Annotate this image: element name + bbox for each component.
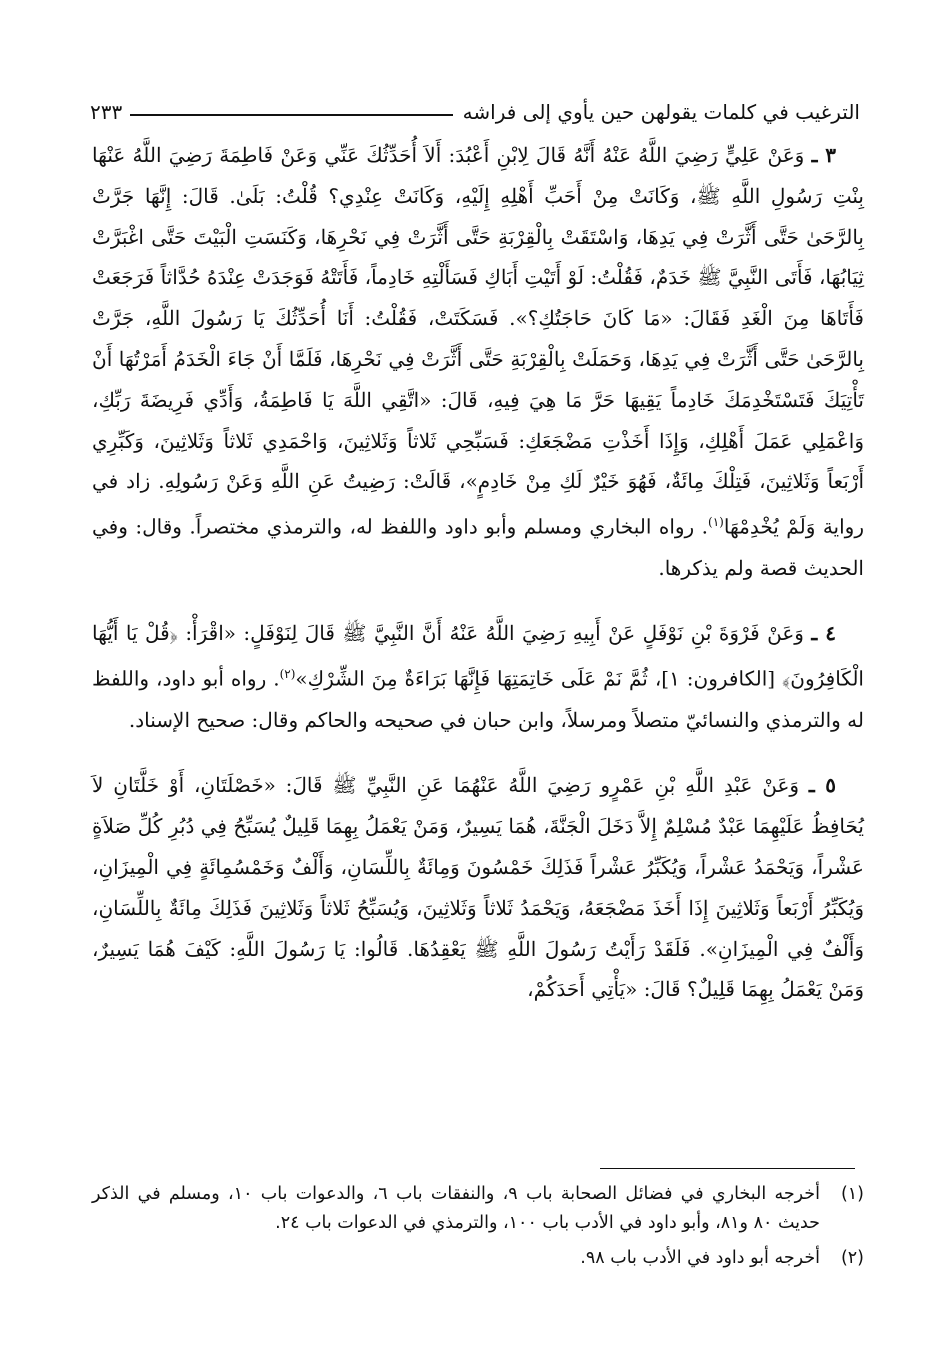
footnote-ref: (٢) — [279, 667, 296, 682]
hadith-number: ٤ ـ — [811, 621, 837, 646]
footnote-ref: (١) — [708, 515, 724, 530]
running-head-title: الترغيب في كلمات يقولهن حين يأوي إلى فراشه — [462, 100, 860, 124]
footnote-number: (٢) — [840, 1248, 864, 1268]
footnote-item — [92, 1180, 864, 1238]
hadith-text: وَعَنْ عَلِيٍّ رَضِيَ اللَّهُ عَنْهُ أَنَّهُ قَالَ لِابْنِ أَعْبُدَ: أَلاَ أُحَدِّثُكَ عَنِّي وَعَنْ فَاطِمَةَ رَضِيَ اللَّهُ عَنْهَا بِنْتِ رَسُولِ اللَّهِ ﷺ، وَكَانَتْ مِنْ أَحَبِّ أَهْلِهِ إِلَيْهِ، وَكَانَتْ عِنْدِي؟ قُلْتُ: بَلَىٰ. قَالَ: إِنَّهَا جَرَّتْ بِالرَّحَىٰ حَتَّى أَثَّرَتْ فِي يَدِهَا، وَاسْتَقَتْ بِالْقِرْبَةِ حَتَّى أَثَّرَتْ فِي نَحْرِهَا، وَكَنَسَتِ الْبَيْتَ حَتَّى اغْبَرَّتْ ثِيَابُهَا، فَأَتَى النَّبِيَّ ﷺ خَدَمٌ، فَقُلْتُ: لَوْ أَتَيْتِ أَبَاكِ فَسَأَلْتِهِ خَادِماً، فَأَتَتْهُ فَوَجَدَتْ عِنْدَهُ حُدَّاثاً فَرَجَعَتْ فَأَتَاهَا مِنَ الْغَدِ فَقَالَ: «مَا كَانَ حَاجَتُكِ؟». فَسَكَتَتْ، فَقُلْتُ: أَنَا أُحَدِّثُكَ يَا رَسُولَ اللَّهِ، جَرَّتْ بِالرَّحَىٰ حَتَّى أَثَّرَتْ فِي يَدِهَا، وَحَمَلَتْ بِالْقِرْبَةِ حَتَّى أَثَّرَتْ فِي نَحْرِهَا، فَلَمَّا أَنْ جَاءَ الْخَدَمُ أَمَرْتُهَا أَنْ تَأْتِيَكَ فَتَسْتَخْدِمَكَ خَادِماً يَقِيهَا حَرَّ مَا هِيَ فِيهِ، قَالَ: «اتَّقِي اللَّهَ يَا فَاطِمَةُ، وَأَدِّي فَرِيضَةَ رَبِّكِ، وَاعْمَلِي عَمَلَ أَهْلِكِ، وَإِذَا أَخَذْتِ مَضْجَعَكِ: فَسَبِّحِي ثَلاثاً وَثَلاثِينَ، وَاحْمَدِي ثَلاثاً وَثَلاثِينَ، وَكَبِّرِي أَرْبَعاً وَثَلاثِينَ، فَتِلْكَ مِائَةٌ، فَهُوَ خَيْرٌ لَكِ مِنْ خَادِمٍ»، قَالَتْ: رَضِيتُ عَنِ اللَّهِ وَعَنْ رَسُولِهِ. زاد في رواية وَلَمْ يُخْدِمْهَا — [92, 143, 864, 539]
footnote-text: أخرجه البخاري في فضائل الصحابة باب ٩، والنفقات باب ٦، والدعوات باب ١٠، ومسلم في الذكر حديث ٨٠ و٨١، وأبو داود في الأدب باب ١٠٠، والترمذي في الدعوات باب ٢٤. — [92, 1184, 820, 1233]
hadith-commentary: . رواه أبو داود، واللفظ له والترمذي والنسائيّ متصلاً ومرسلاً، وابن حبان في صحيحه والحاكم وقال: صحيح الإسناد. — [92, 666, 864, 732]
hadith-number: ٥ ـ — [808, 773, 836, 798]
footnote-separator — [600, 1168, 855, 1169]
body-text — [92, 135, 864, 1035]
footnote-item — [92, 1244, 864, 1273]
running-head-rule — [130, 114, 452, 116]
hadith-paragraph — [92, 135, 864, 588]
footnotes — [92, 1180, 864, 1279]
running-head — [90, 90, 860, 124]
page-number: ٢٣٣ — [90, 100, 123, 124]
hadith-text: وَعَنْ عَبْدِ اللَّهِ بْنِ عَمْرٍو رَضِيَ اللَّهُ عَنْهُمَا عَنِ النَّبِيِّ ﷺ قَالَ: «خَصْلَتَانِ، أَوْ خَلَّتَانِ لاَ يُحَافِظُ عَلَيْهِمَا عَبْدٌ مُسْلِمٌ إِلاَّ دَخَلَ الْجَنَّةَ، هُمَا يَسِيرٌ، وَمَنْ يَعْمَلُ بِهِمَا قَلِيلٌ يُسَبِّحُ فِي دُبُرِ كُلِّ صَلاَةٍ عَشْراً، وَيَحْمَدُ عَشْراً، وَيُكَبِّرُ عَشْراً فَذَلِكَ خَمْسُونَ وَمِائَةٌ بِاللِّسَانِ، وَأَلْفٌ وَخَمْسُمِائَةٍ فِي الْمِيزَانِ، وَيُكَبِّرُ أَرْبَعاً وَثَلاثِينَ إِذَا أَخَذَ مَضْجَعَهُ، وَيَحْمَدُ ثَلاثاً وَثَلاثِينَ، وَيُسَبِّحُ ثَلاثاً وَثَلاثِينَ فَذَلِكَ مِائَةٌ بِاللِّسَانِ، وَأَلْفٌ فِي الْمِيزَانِ». فَلَقَدْ رَأَيْتُ رَسُولَ اللَّهِ ﷺ يَعْقِدُهَا. قَالُوا: يَا رَسُولَ اللَّهِ: كَيْفَ هُمَا يَسِيرٌ، وَمَنْ يَعْمَلُ بِهِمَا قَلِيلٌ؟ قَالَ: «يَأْتِي أَحَدَكُمْ، — [92, 773, 864, 1002]
footnote-number: (١) — [840, 1184, 864, 1204]
hadith-text: وَعَنْ فَرْوَةَ بْنِ نَوْفَلٍ عَنْ أَبِيهِ رَضِيَ اللَّهُ عَنْهُ أَنَّ النَّبِيَّ ﷺ قَالَ لِنَوْفَلٍ: «اقْرَأْ: ﴿قُلْ يَا أَيُّهَا الْكَافِرُونَ﴾ [الكافرون: ١]، ثُمَّ نَمْ عَلَى خَاتِمَتِهَا فَإِنَّهَا بَرَاءَةٌ مِنَ الشِّرْكِ» — [92, 621, 864, 691]
hadith-paragraph — [92, 613, 864, 740]
hadith-commentary: . رواه البخاري ومسلم وأبو داود واللفظ له، والترمذي مختصراً. وقال: وفي الحديث قصة ولم يذكرها. — [92, 514, 864, 580]
hadith-paragraph — [92, 765, 864, 1010]
footnote-text: أخرجه أبو داود في الأدب باب ٩٨. — [580, 1248, 820, 1268]
hadith-number: ٣ ـ — [811, 143, 837, 167]
